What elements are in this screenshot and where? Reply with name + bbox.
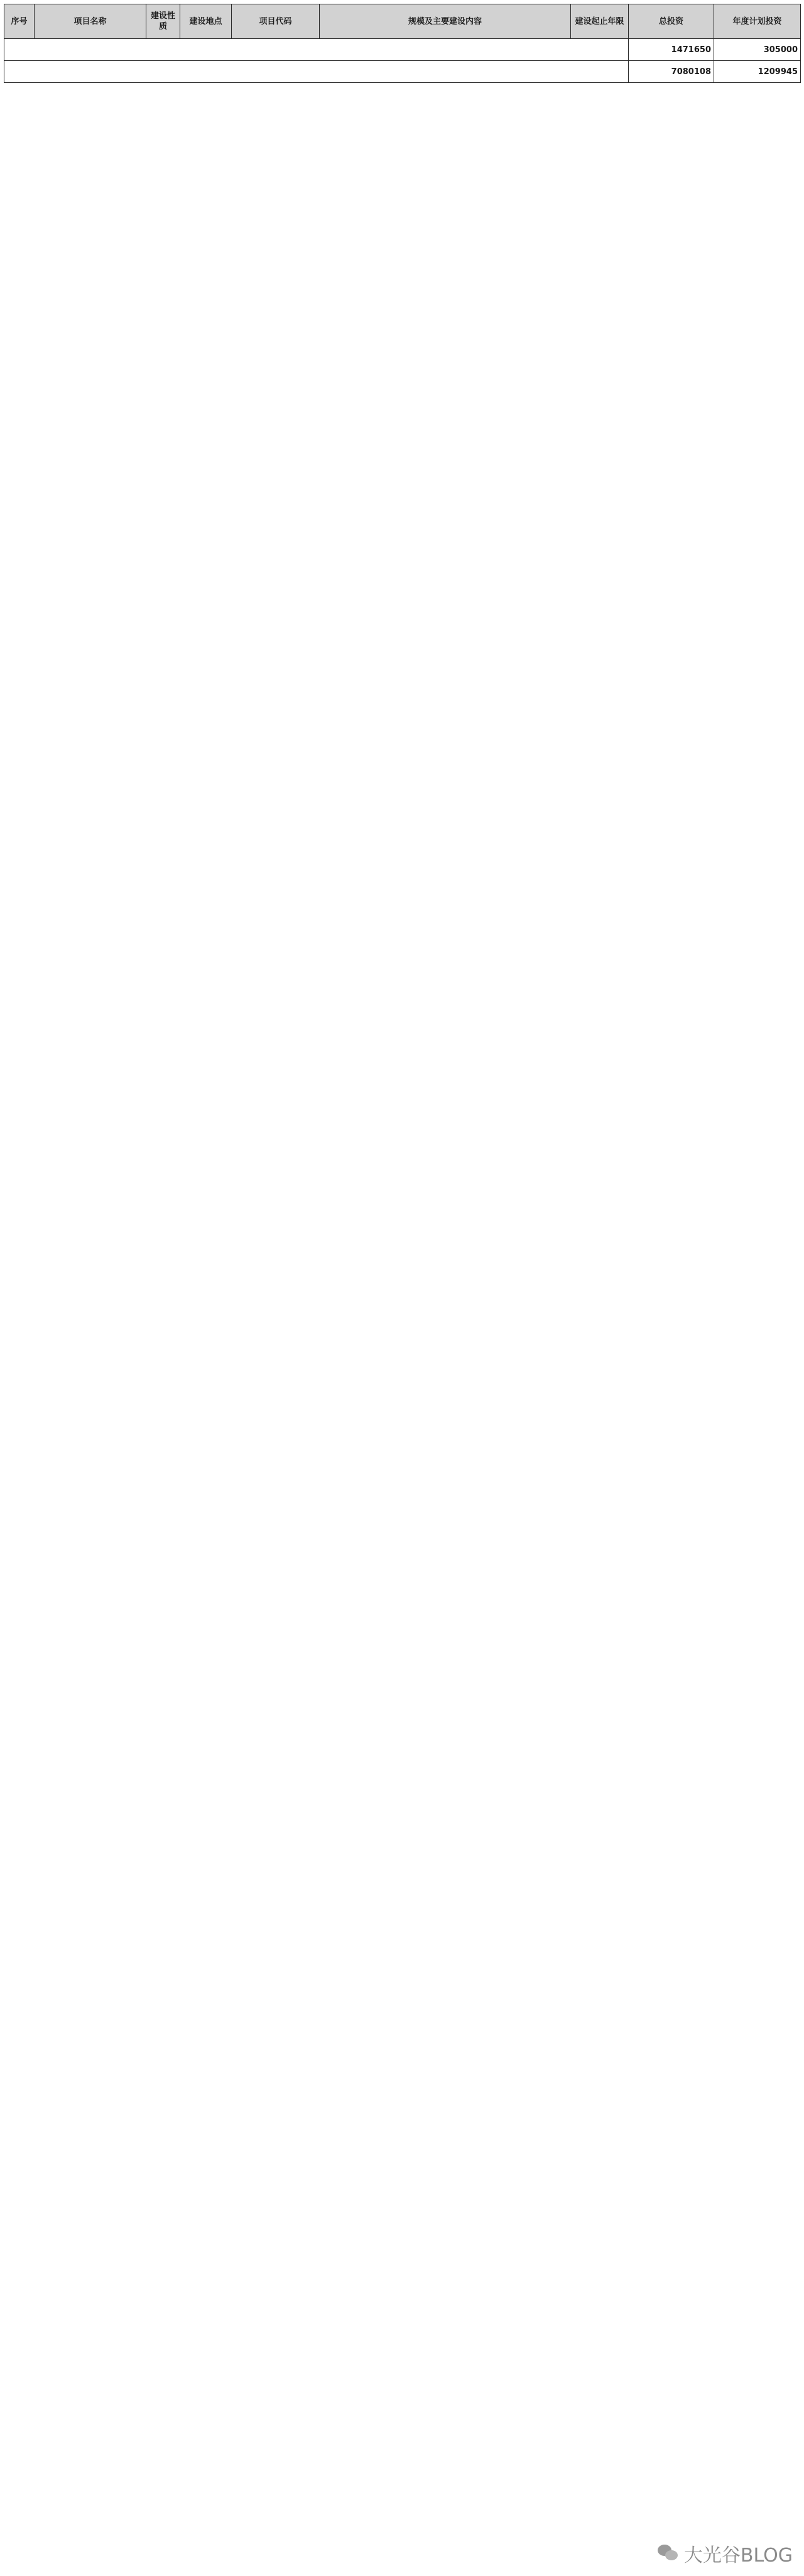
header-index: 序号	[4, 4, 35, 39]
header-scale: 规模及主要建设内容	[320, 4, 571, 39]
section-total: 7080108	[629, 61, 714, 83]
section-total-row	[4, 61, 801, 83]
header-project-name: 项目名称	[35, 4, 146, 39]
header-project-code: 项目代码	[232, 4, 320, 39]
table-header-row	[4, 4, 801, 39]
wechat-icon	[658, 2545, 679, 2562]
section-heading	[4, 39, 629, 61]
header-total-investment: 总投资	[629, 4, 714, 39]
header-nature: 建设性质	[146, 4, 180, 39]
header-annual-investment: 年度计划投资	[714, 4, 801, 39]
watermark	[658, 2540, 793, 2567]
watermark-text: 大光谷BLOG	[683, 2545, 793, 2567]
section-total-row	[4, 39, 801, 61]
section-heading	[4, 61, 629, 83]
section-annual: 1209945	[714, 61, 801, 83]
section-total: 1471650	[629, 39, 714, 61]
project-table	[4, 4, 801, 83]
table-body	[4, 39, 801, 83]
header-location: 建设地点	[180, 4, 232, 39]
header-years: 建设起止年限	[571, 4, 629, 39]
section-annual: 305000	[714, 39, 801, 61]
